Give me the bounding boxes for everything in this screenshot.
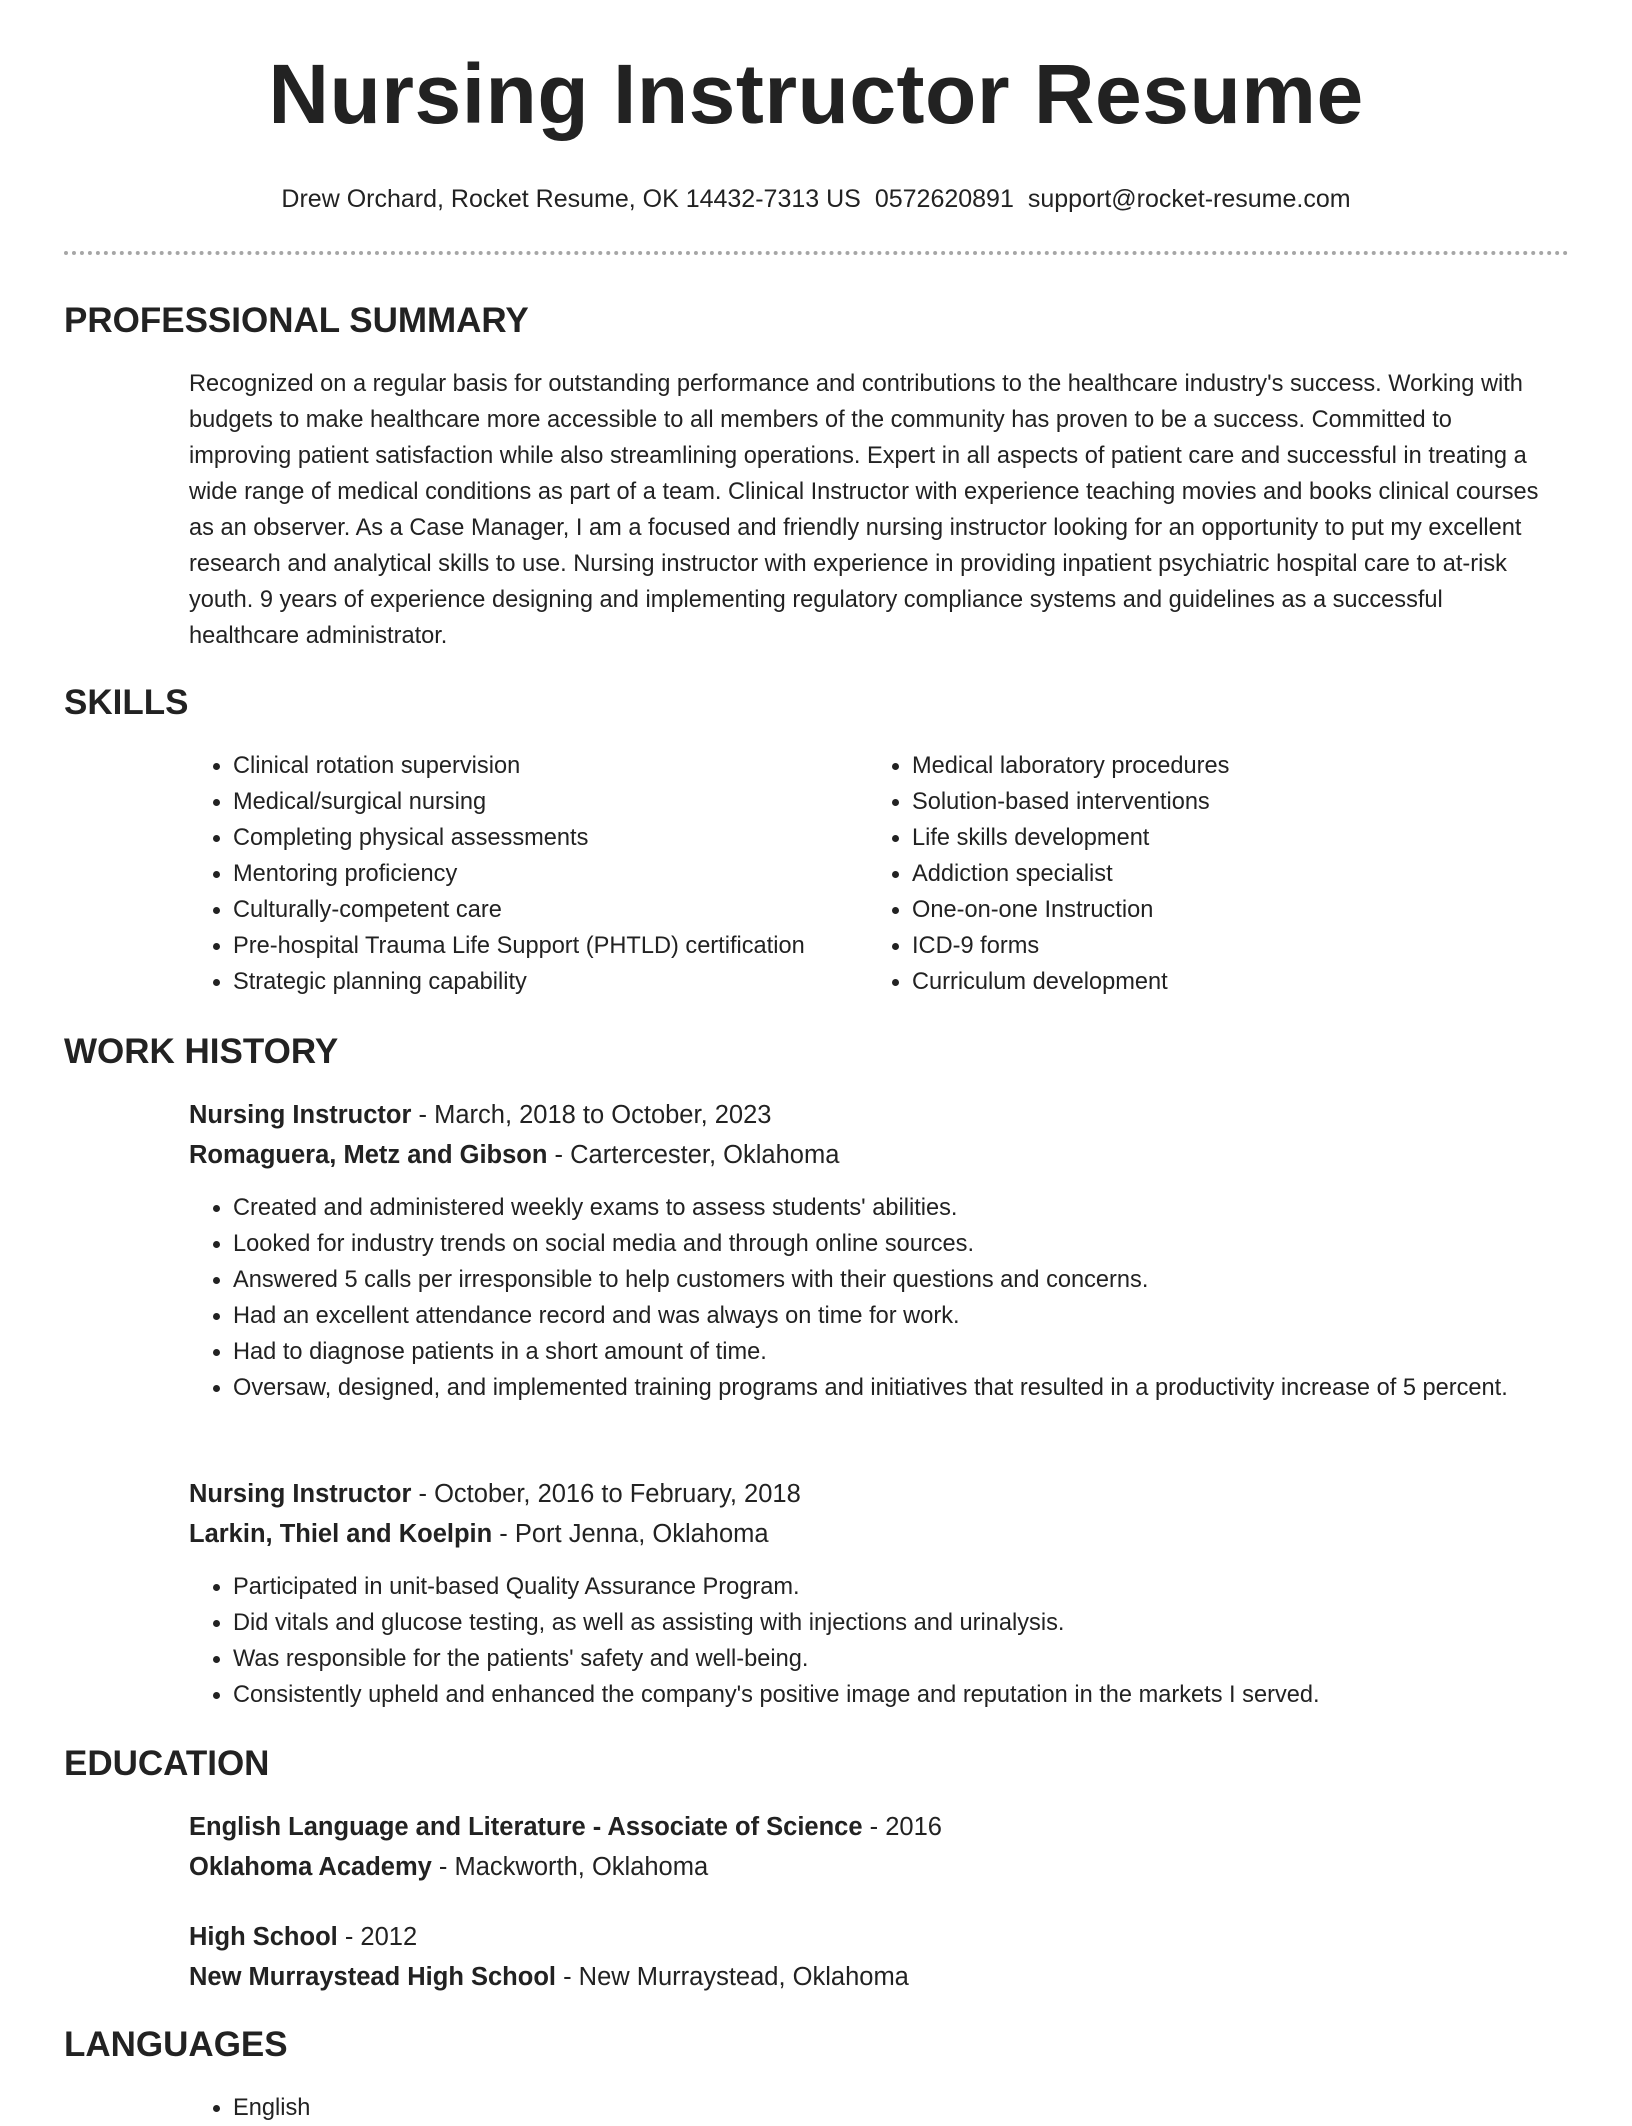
job-company: Romaguera, Metz and Gibson — [189, 1141, 548, 1169]
resume-title: Nursing Instructor Resume — [268, 47, 1364, 141]
contact-address: Drew Orchard, Rocket Resume, OK 14432-7313 US — [281, 185, 861, 213]
work-history-heading: WORK HISTORY — [64, 1032, 339, 1071]
skills-column-left — [189, 748, 849, 1000]
duty-item: • Did vitals and glucose testing, as well as assisting with injections and urinalysis. — [233, 1605, 1559, 1641]
degree-line — [189, 1807, 942, 1847]
duty-item: • Was responsible for the patients' safety and well-being. — [233, 1641, 1559, 1677]
job-dates: - March, 2018 to October, 2023 — [411, 1101, 772, 1129]
degree: High School — [189, 1923, 338, 1951]
job-location: - Port Jenna, Oklahoma — [492, 1520, 769, 1548]
languages-list-wrap — [189, 2090, 310, 2126]
skills-column-right — [868, 748, 1548, 1000]
skill-item: • One-on-one Instruction — [912, 892, 1548, 928]
summary-text: Recognized on a regular basis for outstanding performance and contributions to the healthcare industry's success. Working with budgets to make healthcare more accessible to all members of the community has proven to be a success. Committed to improving patient satisfaction while also streamlining operations. Expert in all aspects of patient care and successful in treating a wide range of medical conditions as part of a team. Clinical Instructor with experience teaching movies and books clinical courses as an observer. As a Case Manager, I am a focused and friendly nursing instructor looking for an opportunity to put my excellent research and analytical skills to use. Nursing instructor with experience in providing inpatient psychiatric hospital care to at-risk youth. 9 years of experience designing and implementing regulatory compliance systems and guidelines as a successful healthcare administrator. — [189, 371, 1539, 649]
header-divider — [64, 251, 1569, 255]
skill-item: • Curriculum development — [912, 964, 1548, 1000]
contact-phone: 0572620891 — [874, 185, 1014, 213]
school-line — [189, 1847, 708, 1887]
school: New Murraystead High School — [189, 1963, 556, 1991]
school-line — [189, 1957, 909, 1997]
job-title: Nursing Instructor — [189, 1101, 412, 1129]
contact-email[interactable]: support@rocket-resume.com — [1027, 185, 1351, 213]
school-location: - New Murraystead, Oklahoma — [556, 1963, 909, 1991]
job-dates: - October, 2016 to February, 2018 — [411, 1480, 801, 1508]
skill-item: • Solution-based interventions — [912, 784, 1548, 820]
job-location: - Cartercester, Oklahoma — [547, 1141, 840, 1169]
job-title-line — [189, 1095, 771, 1135]
duty-item: • Had to diagnose patients in a short amount of time. — [233, 1334, 1559, 1370]
duty-item: • Participated in unit-based Quality Assurance Program. — [233, 1569, 1559, 1605]
skill-item: • Life skills development — [912, 820, 1548, 856]
skill-item: • Completing physical assessments — [233, 820, 849, 856]
skill-item: • Culturally-competent care — [233, 892, 849, 928]
skills-heading: SKILLS — [64, 683, 189, 722]
duty-item: • Answered 5 calls per irresponsible to help customers with their questions and concerns. — [233, 1262, 1559, 1298]
skill-item: • Clinical rotation supervision — [233, 748, 849, 784]
degree-year: - 2016 — [862, 1813, 942, 1841]
degree: English Language and Literature - Associate of Science — [189, 1813, 863, 1841]
languages-list — [189, 2090, 310, 2126]
skill-item: • Pre-hospital Trauma Life Support (PHTLD) certification — [233, 928, 849, 964]
education-heading: EDUCATION — [64, 1744, 270, 1783]
job-duties — [189, 1569, 1559, 1713]
duty-item: • Created and administered weekly exams to assess students' abilities. — [233, 1190, 1559, 1226]
degree-year: - 2012 — [337, 1923, 418, 1951]
skill-item: • ICD-9 forms — [912, 928, 1548, 964]
skill-item: • Strategic planning capability — [233, 964, 849, 1000]
summary-heading: PROFESSIONAL SUMMARY — [64, 301, 529, 340]
job-company-line — [189, 1514, 769, 1554]
job-duties — [189, 1190, 1559, 1406]
school: Oklahoma Academy — [189, 1853, 432, 1881]
contact-line — [0, 184, 1632, 214]
job-duties-list — [189, 1190, 1559, 1406]
job-title-line — [189, 1474, 801, 1514]
skill-item: • Mentoring proficiency — [233, 856, 849, 892]
language-item: • English — [233, 2090, 310, 2126]
job-duties-list — [189, 1569, 1559, 1713]
skills-list-right — [868, 748, 1548, 1000]
job-title: Nursing Instructor — [189, 1480, 412, 1508]
duty-item: • Looked for industry trends on social media and through online sources. — [233, 1226, 1559, 1262]
duty-item: • Had an excellent attendance record and was always on time for work. — [233, 1298, 1559, 1334]
skill-item: • Medical laboratory procedures — [912, 748, 1548, 784]
job-company: Larkin, Thiel and Koelpin — [189, 1520, 493, 1548]
skills-list-left — [189, 748, 849, 1000]
degree-line — [189, 1917, 417, 1957]
languages-heading: LANGUAGES — [64, 2025, 288, 2064]
duty-item: • Oversaw, designed, and implemented training programs and initiatives that resulted in a productivity increase of 5 percent. — [233, 1370, 1559, 1406]
skill-item: • Addiction specialist — [912, 856, 1548, 892]
school-location: - Mackworth, Oklahoma — [431, 1853, 709, 1881]
job-company-line — [189, 1135, 839, 1175]
duty-item: • Consistently upheld and enhanced the company's positive image and reputation in the markets I served. — [233, 1677, 1559, 1713]
skill-item: • Medical/surgical nursing — [233, 784, 849, 820]
